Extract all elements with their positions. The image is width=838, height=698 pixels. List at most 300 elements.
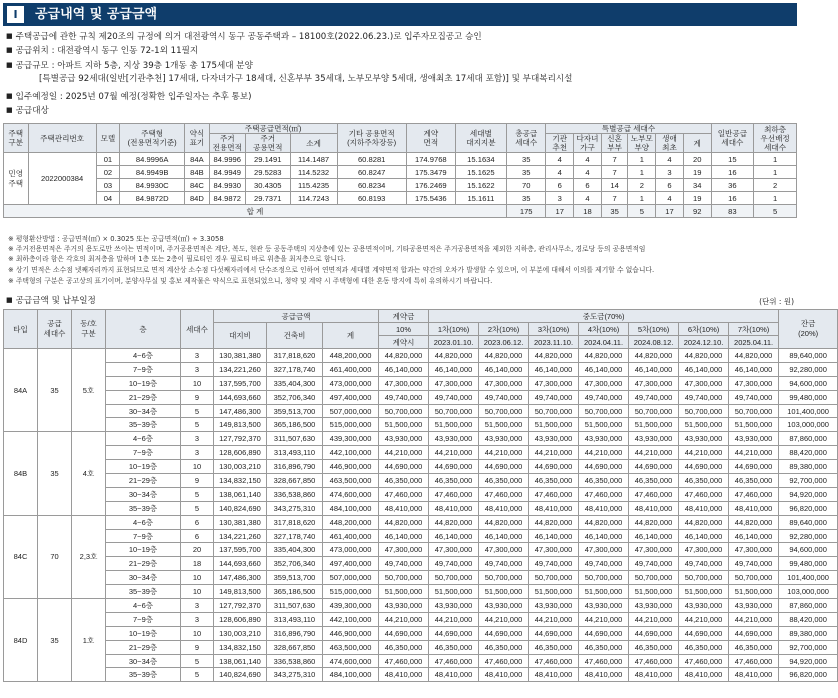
price-cell: 10~19층: [106, 460, 181, 474]
price-cell: 10: [181, 376, 214, 390]
price-cell: 9: [181, 390, 214, 404]
price-cell: 47,460,000: [729, 487, 779, 501]
supply-cell: 4: [546, 166, 574, 179]
price-row: [4, 529, 838, 543]
price-cell: 44,210,000: [429, 446, 479, 460]
price-cell: 43,930,000: [579, 599, 629, 613]
h-type: 주택 구분: [4, 124, 29, 153]
price-cell: 47,460,000: [479, 654, 529, 668]
supply-cell: 114.1487: [290, 153, 337, 166]
price-cell: 94,920,000: [779, 487, 838, 501]
price-cell: 47,460,000: [629, 487, 679, 501]
price-cell: 3: [181, 446, 214, 460]
p-h-count: 세대수: [181, 310, 214, 349]
price-cell: 21~29층: [106, 557, 181, 571]
price-cell: 44,690,000: [729, 626, 779, 640]
supply-cell: 1: [754, 192, 797, 205]
supply-cell: 7: [601, 166, 628, 179]
price-cell: 515,000,000: [323, 418, 379, 432]
total-cell: 35: [601, 205, 628, 218]
p-h-balance: 잔금 (20%): [779, 310, 838, 349]
price-cell: 4~6층: [106, 349, 181, 363]
total-cell: 5: [628, 205, 656, 218]
price-cell: 7~9층: [106, 529, 181, 543]
total-label: 합 계: [4, 205, 507, 218]
price-cell: 20: [181, 543, 214, 557]
supply-row: [4, 153, 797, 166]
price-cell: 47,300,000: [729, 543, 779, 557]
price-cell: 10: [181, 571, 214, 585]
supply-cell: 35: [506, 192, 545, 205]
price-cell: 317,818,620: [267, 515, 323, 529]
supply-cell: 15.1622: [455, 179, 506, 192]
price-cell: 47,460,000: [429, 487, 479, 501]
price-cell: 48,410,000: [429, 501, 479, 515]
price-cell: 128,606,890: [214, 612, 267, 626]
supply-cell: 29.7371: [245, 192, 290, 205]
supply-cell: 6: [574, 179, 602, 192]
price-cell: 134,221,260: [214, 362, 267, 376]
price-cell: 6: [181, 529, 214, 543]
price-cell: 46,350,000: [529, 474, 579, 488]
price-cell: 94,600,000: [779, 376, 838, 390]
p-h-dep-when: 계약시: [379, 336, 429, 349]
h-first: 생애 최초: [656, 134, 684, 153]
price-cell: 48,410,000: [629, 668, 679, 682]
price-cell: 46,350,000: [679, 640, 729, 654]
price-cell: 48,410,000: [379, 501, 429, 515]
price-cell: 515,000,000: [323, 585, 379, 599]
price-cell: 94,600,000: [779, 543, 838, 557]
price-cell: 51,500,000: [629, 585, 679, 599]
scale-label: 공급규모: [15, 61, 49, 71]
p-h-mid-6: 6차(10%): [679, 323, 729, 336]
price-cell: 99,480,000: [779, 390, 838, 404]
supply-cell: 04: [96, 192, 119, 205]
price-cell: 46,350,000: [729, 474, 779, 488]
p-h-floor: 층: [106, 310, 181, 349]
price-cell: 43,930,000: [729, 432, 779, 446]
price-cell: 4~6층: [106, 599, 181, 613]
price-cell: 87,860,000: [779, 432, 838, 446]
price-cell: 48,410,000: [479, 668, 529, 682]
price-cell: 51,500,000: [379, 418, 429, 432]
price-cell: 474,600,000: [323, 487, 379, 501]
price-cell: 130,381,380: [214, 515, 267, 529]
price-cell: 43,930,000: [629, 432, 679, 446]
price-cell: 461,400,000: [323, 529, 379, 543]
total-cell: 92: [683, 205, 711, 218]
price-cell: 335,404,300: [267, 543, 323, 557]
movein-value: 2025년 07월 예정(정확한 입주일자는 추후 통보): [65, 92, 252, 102]
price-cell: 44,210,000: [679, 612, 729, 626]
price-cell: 9: [181, 640, 214, 654]
price-cell: 50,700,000: [579, 571, 629, 585]
price-cell: 439,300,000: [323, 599, 379, 613]
price-cell: 47,300,000: [429, 543, 479, 557]
h-contract: 계약 면적: [406, 124, 455, 153]
price-title-text: 공급금액 및 납부일정: [15, 296, 96, 306]
price-cell: 343,275,310: [267, 501, 323, 515]
price-cell: 313,493,110: [267, 446, 323, 460]
group-line: 4호: [72, 432, 106, 515]
h-sum: 계: [683, 134, 711, 153]
price-cell: 44,210,000: [629, 612, 679, 626]
price-cell: 3: [181, 612, 214, 626]
price-cell: 47,460,000: [629, 654, 679, 668]
price-cell: 46,140,000: [579, 362, 629, 376]
supply-cell: 114.7243: [290, 192, 337, 205]
price-cell: 46,350,000: [429, 474, 479, 488]
price-row: [4, 474, 838, 488]
supply-cell: 60.8281: [337, 153, 406, 166]
price-cell: 149,813,500: [214, 585, 267, 599]
price-cell: 30~34층: [106, 404, 181, 418]
price-row: [4, 612, 838, 626]
price-cell: 7~9층: [106, 612, 181, 626]
supply-cell: 1: [628, 153, 656, 166]
group-line: 1호: [72, 599, 106, 682]
price-cell: 46,140,000: [529, 362, 579, 376]
price-row: [4, 487, 838, 501]
note-line: ※ 주택형의 구분은 공고상의 표기이며, 분양사무실 및 홍보 제작물은 약식으로 표현되었으니, 청약 및 계약 시 주택형에 대한 혼동 방지에 특히 유의하시기 바랍니다.: [8, 277, 493, 285]
price-cell: 46,140,000: [379, 529, 429, 543]
price-cell: 44,690,000: [479, 626, 529, 640]
supply-cell: 114.5232: [290, 166, 337, 179]
supply-cell: 175.3479: [406, 166, 455, 179]
price-cell: 328,667,850: [267, 640, 323, 654]
price-cell: 51,500,000: [579, 418, 629, 432]
price-cell: 49,740,000: [529, 390, 579, 404]
h-common: 주거 공용면적: [245, 134, 290, 153]
p-h-mid: 중도금(70%): [429, 310, 779, 323]
supply-cell: 84.9872: [209, 192, 245, 205]
target-label: 공급대상: [15, 106, 49, 116]
price-cell: 51,500,000: [479, 418, 529, 432]
supply-cell: 20: [683, 153, 711, 166]
supply-cell: 115.4235: [290, 179, 337, 192]
p-h-mid-1: 1차(10%): [429, 323, 479, 336]
supply-cell: 29.1491: [245, 153, 290, 166]
price-row: [4, 585, 838, 599]
section-title: 공급내역 및 공급금액: [35, 7, 158, 22]
h-exclusive: 주거 전용면적: [209, 134, 245, 153]
supply-cell: 60.8193: [337, 192, 406, 205]
supply-cell: 84.9996A: [120, 153, 185, 166]
price-cell: 147,486,300: [214, 571, 267, 585]
price-cell: 44,210,000: [579, 612, 629, 626]
price-cell: 5: [181, 404, 214, 418]
h-total: 총공급 세대수: [506, 124, 545, 153]
price-cell: 51,500,000: [629, 418, 679, 432]
price-cell: 134,832,150: [214, 640, 267, 654]
price-cell: 3: [181, 349, 214, 363]
supply-cell: 174.9768: [406, 153, 455, 166]
price-cell: 44,210,000: [479, 446, 529, 460]
note-line: ※ 평형환산방법 : 공급면적(㎡) × 0.3025 또는 공급면적(㎡) ÷ 3.3058: [8, 235, 224, 243]
p-h-mid-2: 2차(10%): [479, 323, 529, 336]
price-cell: 50,700,000: [629, 404, 679, 418]
price-cell: 48,410,000: [529, 668, 579, 682]
price-cell: 49,740,000: [429, 390, 479, 404]
price-cell: 44,820,000: [729, 515, 779, 529]
price-cell: 5: [181, 501, 214, 515]
p-h-households: 공급 세대수: [38, 310, 72, 349]
price-cell: 43,930,000: [629, 599, 679, 613]
location-label: 공급위치: [15, 46, 49, 56]
price-cell: 46,350,000: [729, 640, 779, 654]
price-cell: 43,930,000: [579, 432, 629, 446]
price-cell: 328,667,850: [267, 474, 323, 488]
row-code: 2022000384: [28, 153, 96, 205]
group-households: 35: [38, 349, 72, 432]
h-lowest: 최하층 우선배정 세대수: [754, 124, 797, 153]
price-row: [4, 362, 838, 376]
price-cell: 49,740,000: [579, 390, 629, 404]
price-cell: 50,700,000: [629, 571, 679, 585]
price-cell: 44,690,000: [629, 460, 679, 474]
p-h-land: 대지비: [214, 323, 267, 349]
price-cell: 88,420,000: [779, 612, 838, 626]
target-line: [6, 106, 49, 117]
price-cell: 316,896,790: [267, 460, 323, 474]
price-row: [4, 349, 838, 363]
price-cell: 48,410,000: [679, 501, 729, 515]
price-cell: 18: [181, 557, 214, 571]
group-households: 70: [38, 515, 72, 598]
price-cell: 47,300,000: [529, 376, 579, 390]
supply-row: [4, 179, 797, 192]
price-cell: 359,513,700: [267, 404, 323, 418]
p-h-type: 타입: [4, 310, 38, 349]
price-cell: 46,140,000: [629, 529, 679, 543]
price-cell: 138,061,140: [214, 654, 267, 668]
price-row: [4, 515, 838, 529]
p-h-dep-pct: 10%: [379, 323, 429, 336]
price-cell: 44,210,000: [579, 446, 629, 460]
price-cell: 46,350,000: [629, 640, 679, 654]
supply-cell: 84B: [185, 166, 210, 179]
supply-cell: 36: [711, 179, 754, 192]
price-cell: 51,500,000: [529, 418, 579, 432]
price-row: [4, 571, 838, 585]
supply-cell: 03: [96, 179, 119, 192]
price-cell: 43,930,000: [429, 432, 479, 446]
price-cell: 461,400,000: [323, 362, 379, 376]
group-type: 84A: [4, 349, 38, 432]
price-cell: 47,460,000: [679, 654, 729, 668]
price-cell: 359,513,700: [267, 571, 323, 585]
price-cell: 51,500,000: [729, 585, 779, 599]
supply-cell: 1: [754, 166, 797, 179]
price-cell: 10~19층: [106, 543, 181, 557]
h-model: 모델: [96, 124, 119, 153]
price-cell: 50,700,000: [579, 404, 629, 418]
price-cell: 47,300,000: [579, 543, 629, 557]
price-row: [4, 418, 838, 432]
price-cell: 44,690,000: [729, 460, 779, 474]
supply-cell: 84A: [185, 153, 210, 166]
price-cell: 44,210,000: [379, 612, 429, 626]
price-cell: 43,930,000: [479, 432, 529, 446]
scale-line: ■ 공급규모 : 아파트 지하 5층, 지상 39층 1개동 총 175세대 분양: [6, 61, 253, 72]
scale-value: 아파트 지하 5층, 지상 39층 1개동 총 175세대 분양: [57, 61, 253, 71]
price-cell: 48,410,000: [529, 501, 579, 515]
price-cell: 3: [181, 432, 214, 446]
price-cell: 474,600,000: [323, 654, 379, 668]
price-cell: 128,606,890: [214, 446, 267, 460]
price-cell: 140,824,690: [214, 501, 267, 515]
price-row: [4, 501, 838, 515]
price-cell: 497,400,000: [323, 390, 379, 404]
price-cell: 46,350,000: [379, 474, 429, 488]
h-housing-type: 주택형 (전용면적기준): [120, 124, 185, 153]
total-cell: 175: [506, 205, 545, 218]
price-cell: 144,693,660: [214, 557, 267, 571]
price-cell: 317,818,620: [267, 349, 323, 363]
price-cell: 50,700,000: [429, 571, 479, 585]
price-cell: 44,690,000: [379, 626, 429, 640]
price-cell: 336,538,860: [267, 654, 323, 668]
price-row: [4, 460, 838, 474]
price-cell: 44,690,000: [679, 460, 729, 474]
price-cell: 44,690,000: [479, 460, 529, 474]
price-cell: 92,280,000: [779, 529, 838, 543]
supply-cell: 2: [628, 179, 656, 192]
price-row: [4, 446, 838, 460]
h-area-group: 주택공급면적(㎡): [209, 124, 337, 134]
price-cell: 44,210,000: [729, 446, 779, 460]
price-cell: 130,003,210: [214, 460, 267, 474]
price-row: [4, 654, 838, 668]
supply-cell: 15.1634: [455, 153, 506, 166]
supply-cell: 4: [546, 153, 574, 166]
price-cell: 46,140,000: [479, 529, 529, 543]
price-cell: 44,210,000: [429, 612, 479, 626]
price-cell: 43,930,000: [729, 599, 779, 613]
price-cell: 336,538,860: [267, 487, 323, 501]
supply-cell: 16: [711, 166, 754, 179]
price-cell: 89,380,000: [779, 626, 838, 640]
price-cell: 46,350,000: [479, 474, 529, 488]
p-h-mid-5: 5차(10%): [629, 323, 679, 336]
price-cell: 442,100,000: [323, 612, 379, 626]
p-h-date-4: 2024.04.11.: [579, 336, 629, 349]
price-cell: 352,706,340: [267, 390, 323, 404]
price-cell: 47,460,000: [679, 487, 729, 501]
price-cell: 49,740,000: [729, 390, 779, 404]
total-cell: 5: [754, 205, 797, 218]
price-cell: 50,700,000: [479, 571, 529, 585]
supply-cell: 84.9930C: [120, 179, 185, 192]
h-code: 주택관리번호: [28, 124, 96, 153]
price-cell: 51,500,000: [479, 585, 529, 599]
price-cell: 89,640,000: [779, 349, 838, 363]
price-cell: 48,410,000: [429, 668, 479, 682]
price-cell: 484,100,000: [323, 668, 379, 682]
location-line: ■ 공급위치 : 대전광역시 동구 인동 72-1외 11필지: [6, 46, 198, 57]
supply-cell: 30.4305: [245, 179, 290, 192]
price-cell: 46,350,000: [479, 640, 529, 654]
price-cell: 4~6층: [106, 515, 181, 529]
price-cell: 46,140,000: [729, 362, 779, 376]
price-cell: 99,480,000: [779, 557, 838, 571]
price-cell: 43,930,000: [479, 599, 529, 613]
price-cell: 44,820,000: [479, 349, 529, 363]
price-cell: 44,210,000: [529, 446, 579, 460]
price-cell: 140,824,690: [214, 668, 267, 682]
price-row: [4, 390, 838, 404]
price-cell: 48,410,000: [629, 501, 679, 515]
price-cell: 88,420,000: [779, 446, 838, 460]
price-cell: 47,300,000: [729, 376, 779, 390]
price-cell: 448,200,000: [323, 515, 379, 529]
price-row: [4, 640, 838, 654]
price-cell: 50,700,000: [479, 404, 529, 418]
price-cell: 46,140,000: [479, 362, 529, 376]
price-cell: 46,350,000: [529, 640, 579, 654]
p-h-building: 건축비: [267, 323, 323, 349]
price-cell: 21~29층: [106, 390, 181, 404]
price-cell: 137,595,700: [214, 376, 267, 390]
price-cell: 44,820,000: [629, 349, 679, 363]
price-cell: 484,100,000: [323, 501, 379, 515]
price-row: [4, 668, 838, 682]
price-cell: 43,930,000: [379, 599, 429, 613]
price-cell: 46,350,000: [579, 474, 629, 488]
price-cell: 44,210,000: [729, 612, 779, 626]
price-cell: 49,740,000: [629, 390, 679, 404]
price-cell: 30~34층: [106, 571, 181, 585]
supply-cell: 6: [546, 179, 574, 192]
p-h-price: 공급금액: [214, 310, 379, 323]
price-cell: 5: [181, 418, 214, 432]
price-cell: 49,740,000: [429, 557, 479, 571]
price-cell: 44,820,000: [579, 515, 629, 529]
price-cell: 47,460,000: [379, 654, 429, 668]
section-number: I: [7, 6, 24, 23]
price-cell: 49,740,000: [479, 390, 529, 404]
price-cell: 130,381,380: [214, 349, 267, 363]
price-cell: 44,690,000: [379, 460, 429, 474]
price-cell: 44,690,000: [529, 460, 579, 474]
price-cell: 507,000,000: [323, 571, 379, 585]
price-cell: 44,820,000: [679, 515, 729, 529]
price-cell: 313,493,110: [267, 612, 323, 626]
price-cell: 96,820,000: [779, 501, 838, 515]
price-cell: 44,820,000: [479, 515, 529, 529]
price-cell: 44,820,000: [429, 349, 479, 363]
price-cell: 327,178,740: [267, 362, 323, 376]
supply-cell: 3: [656, 166, 684, 179]
price-cell: 44,690,000: [579, 460, 629, 474]
price-cell: 43,930,000: [529, 599, 579, 613]
unit-label: (단위 : 원): [759, 297, 794, 306]
h-land: 세대별 대지지분: [455, 124, 506, 153]
supply-cell: 7: [601, 153, 628, 166]
h-newly: 신혼 부부: [601, 134, 628, 153]
price-cell: 144,693,660: [214, 390, 267, 404]
price-cell: 50,700,000: [379, 404, 429, 418]
price-cell: 44,690,000: [429, 460, 479, 474]
group-type: 84B: [4, 432, 38, 515]
price-cell: 50,700,000: [529, 571, 579, 585]
h-other-common: 기타 공용면적 (지하주차장등): [337, 124, 406, 153]
price-cell: 47,300,000: [379, 543, 429, 557]
h-general: 일반공급 세대수: [711, 124, 754, 153]
price-cell: 10: [181, 585, 214, 599]
supply-cell: 84C: [185, 179, 210, 192]
